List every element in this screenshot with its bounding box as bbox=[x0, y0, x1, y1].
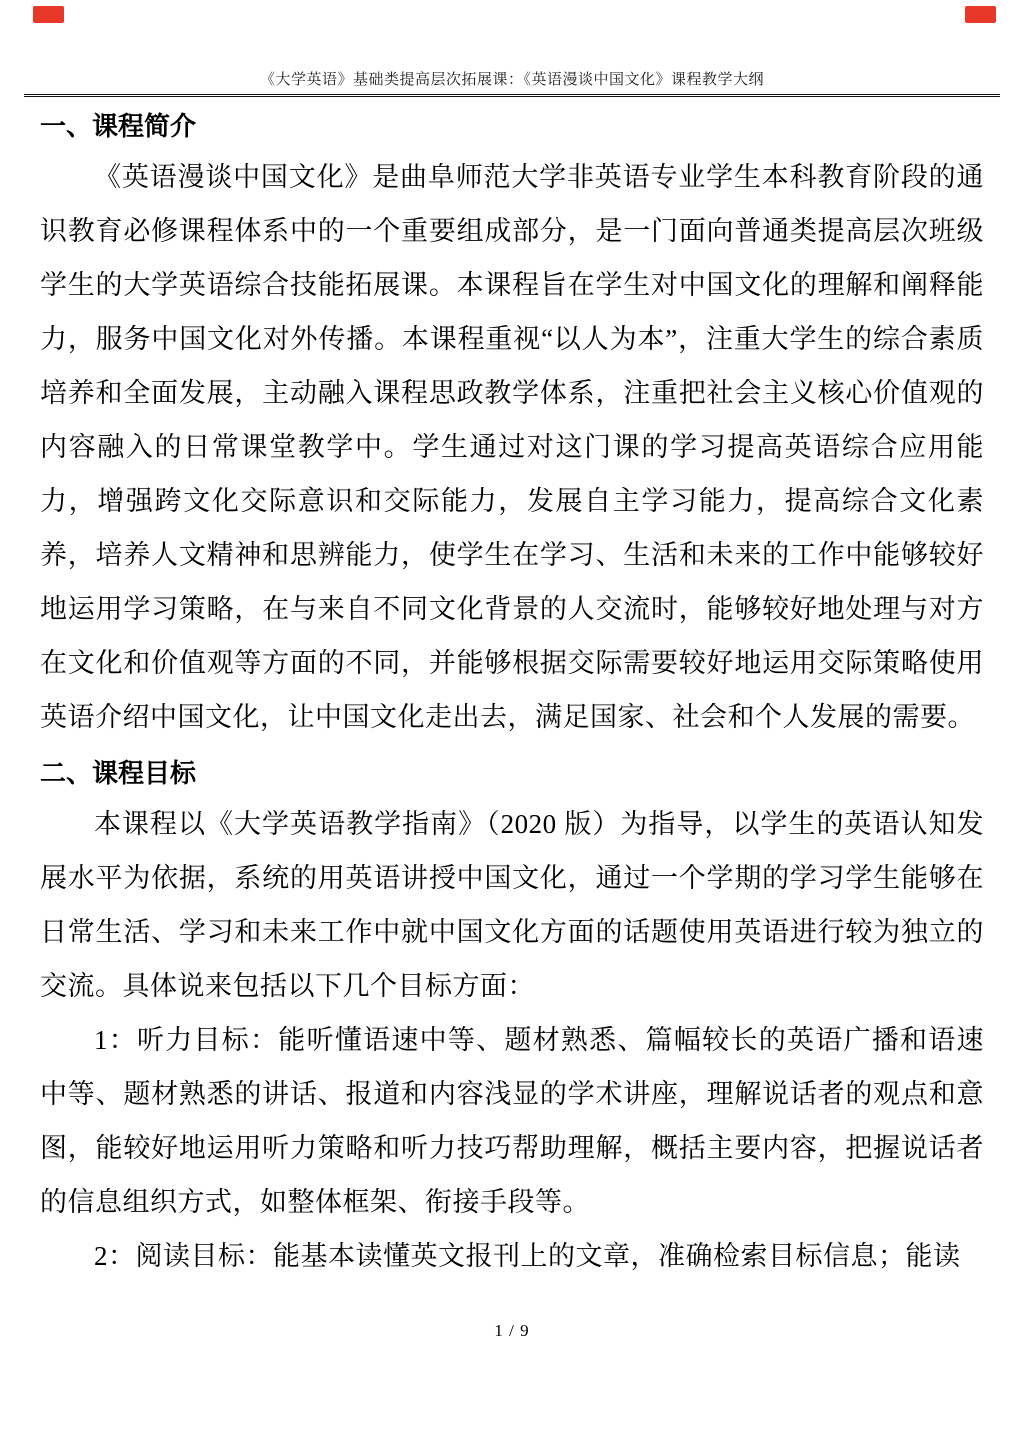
header-divider bbox=[24, 94, 1000, 97]
section-2-heading: 二、课程目标 bbox=[40, 758, 197, 788]
section-2-paragraph-3: 2：阅读目标：能基本读懂英文报刊上的文章，准确检索目标信息；能读 bbox=[94, 1241, 961, 1271]
section-1-paragraph-1: 《英语漫谈中国文化》是曲阜师范大学非英语专业学生本科教育阶段的通识教育必修课程体系中的一个重要组成部分，是一门面向普通类提高层次班级学生的大学英语综合技能拓展课。本课程旨在学生对中国文化的理解和阐释能力，服务中国文化对外传播。本课程重视“以人为本”，注重大学生的综合素质培养和全面发展，主动融入课程思政教学体系，注重把社会主义核心价值观的内容融入的日常课堂教学中。学生通过对这门课的学习提高英语综合应用能力，增强跨文化交际意识和交际能力，发展自主学习能力，提高综合文化素养，培养人文精神和思辨能力，使学生在学习、生活和未来的工作中能够较好地运用学习策略，在与来自不同文化背景的人交流时，能够较好地处理与对方在文化和价值观等方面的不同，并能够根据交际需要较好地运用交际策略使用英语介绍中国文化，让中国文化走出去，满足国家、社会和个人发展的需要。 bbox=[40, 162, 984, 732]
document-header-title: 《大学英语》基础类提高层次拓展课：《英语漫谈中国文化》课程教学大纲 bbox=[259, 71, 764, 88]
section-1-heading: 一、课程简介 bbox=[40, 111, 197, 141]
section-2-paragraph-1: 本课程以《大学英语教学指南》（2020 版）为指导，以学生的英语认知发展水平为依据，系统的用英语讲授中国文化，通过一个学期的学习学生能够在日常生活、学习和未来工作中就中国文化方面的话题使用英语进行较为独立的交流。具体说来包括以下几个目标方面： bbox=[40, 809, 984, 1001]
document-body bbox=[40, 0, 984, 1283]
section-2-paragraph-2: 1：听力目标：能听懂语速中等、题材熟悉、篇幅较长的英语广播和语速中等、题材熟悉的讲话、报道和内容浅显的学术讲座，理解说话者的观点和意图，能较好地运用听力策略和听力技巧帮助理解，概括主要内容，把握说话者的信息组织方式，如整体框架、衔接手段等。 bbox=[40, 1025, 984, 1217]
page-number: 1 / 9 bbox=[494, 1321, 530, 1340]
